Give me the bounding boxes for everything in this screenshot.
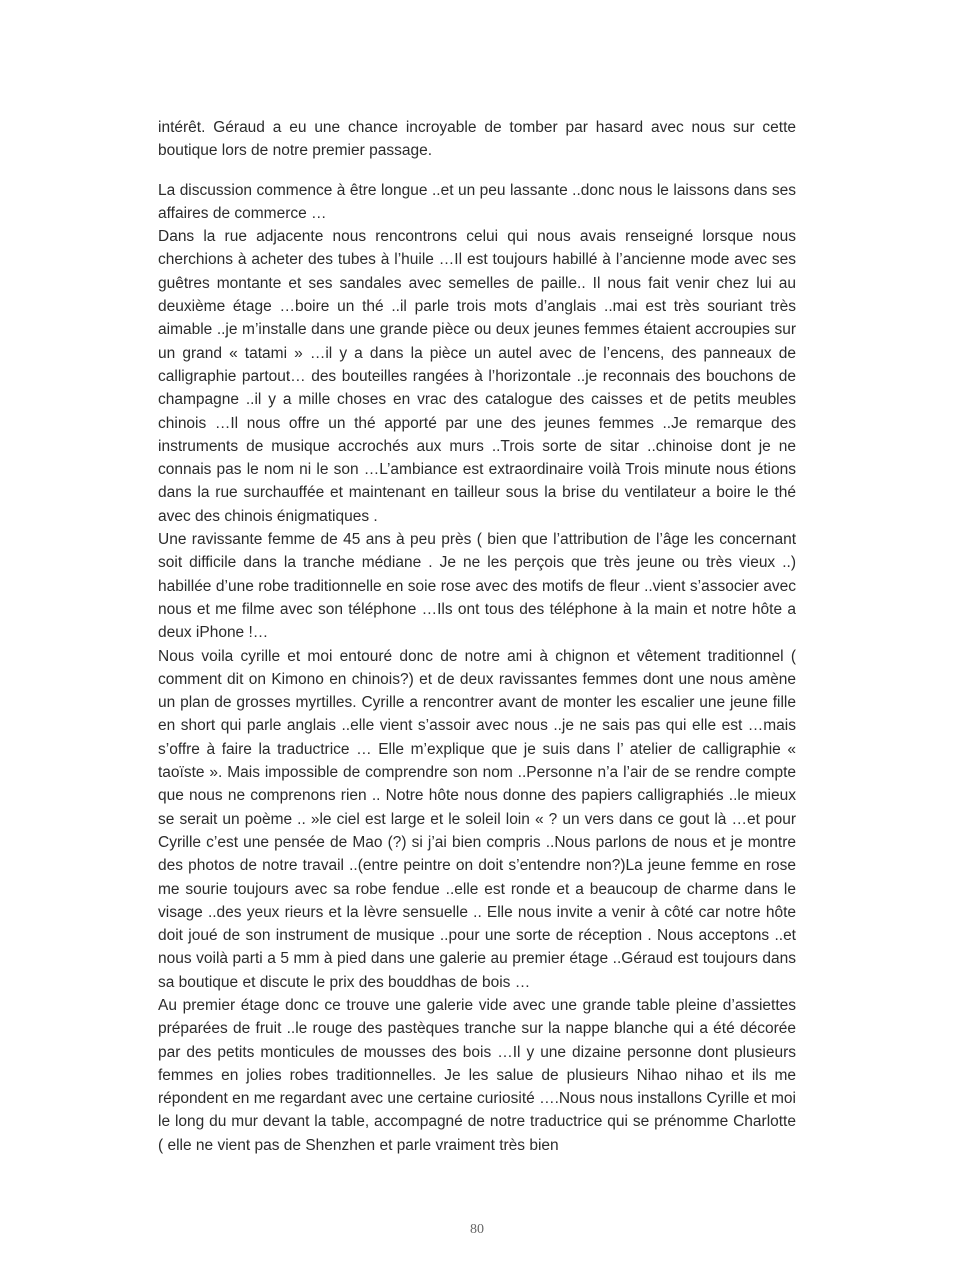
paragraph-3: Dans la rue adjacente nous rencontrons celui qui nous avais renseigné lorsque nous cherchions à acheter des tubes à l’huile …Il est toujours habillé à l’ancienne mode avec ses guêtres montante et ses sandales avec semelles de paille.. Il nous fait venir chez lui au deuxième étage …boire un thé ..il parle trois mots d’anglais ..mai est très souriant très aimable ..je m’installe dans une grande pièce ou deux jeunes femmes étaient accroupies sur un grand « tatami » …il y a dans la pièce un autel avec de l’encens, des panneaux de calligraphie partout… des bouteilles rangées à l’horizontale ..je reconnais des bouchons de champagne ..il y a mille choses en vrac des catalogue des caisses et de petits meubles chinois …Il nous offre un thé apporté par une des jeunes femmes ..Je remarque des instruments de musique accrochés aux murs ..Trois sorte de sitar ..chinoise dont je ne connais pas le nom ni le son …L’ambiance est extraordinaire voilà Trois minute nous étions dans la rue surchauffée et maintenant en tailleur sous la brise du ventilateur a boire le thé avec des chinois énigmatiques .	[158, 228, 796, 525]
page-body	[158, 116, 796, 1157]
paragraph-2: La discussion commence à être longue ..et un peu lassante ..donc nous le laissons dans ses affaires de commerce …	[158, 181, 796, 222]
page-number: 80	[470, 1222, 484, 1237]
paragraph-4: Une ravissante femme de 45 ans à peu près ( bien que l’attribution de l’âge les concernant soit difficile dans la tranche médiane . Je ne les perçois que très jeune ou très vieux ..) habillée d’une robe traditionnelle en soie rose avec des motifs de fleur ..vient s’associer avec nous et me filme avec son téléphone …Ils ont tous des téléphone à la main et notre hôte a deux iPhone !…	[158, 531, 796, 642]
paragraph-5: Nous voila cyrille et moi entouré donc de notre ami à chignon et vêtement traditionnel ( comment dit on Kimono en chinois?) et de deux ravissantes femmes dont une nous amène un plan de grosses myrtilles. Cyrille a rencontrer avant de monter les escalier une jeune fille en short qui parle anglais ..elle vient s’assoir avec nous ..je ne sais pas qui elle est …mais s’offre à faire la traductrice … Elle m’explique que je suis dans l’ atelier de calligraphie « taoïste ». Mais impossible de comprendre son nom ..Personne n’a l’air de se rendre compte que nous ne comprenons rien .. Notre hôte nous donne des papiers calligraphiés ..le mieux se serait un poème .. »le ciel est large et le soleil loin « ? un vers dans ce gout là …et pour Cyrille c’est une pensée de Mao (?) si j’ai bien compris ..Nous parlons de nous et je montre des photos de notre travail ..(entre peintre on doit s’entendre non?)La jeune femme en rose me sourie toujours avec sa robe fendue ..elle est ronde et a beaucoup de charme dans le visage ..des yeux rieurs et la lèvre sensuelle .. Elle nous invite a venir à côté car notre hôte doit joué de son instrument de musique ..pour une sorte de réception . Nous acceptons ..et nous voilà parti a 5 mm à pied dans une galerie au premier étage ..Géraud est toujours dans sa boutique et discute le prix des bouddhas de bois …	[158, 647, 796, 991]
paragraph-6: Au premier étage donc ce trouve une galerie vide avec une grande table pleine d’assiettes préparées de fruit ..le rouge des pastèques tranche sur la nappe blanche qui a été décorée par des petits monticules de mousses des bois …Il y une dizaine personne dont plusieurs femmes en jolies robes traditionnelles. Je les salue de plusieurs Nihao nihao et ils me répondent en me regardant avec une certaine curiosité ….Nous nous installons Cyrille et moi le long du mur devant la table, accompagné de notre traductrice qui se prénomme Charlotte ( elle ne vient pas de Shenzhen et parle vraiment très bien	[158, 996, 796, 1154]
paragraph-1: intérêt. Géraud a eu une chance incroyable de tomber par hasard avec nous sur cette boutique lors de notre premier passage.	[158, 119, 796, 160]
